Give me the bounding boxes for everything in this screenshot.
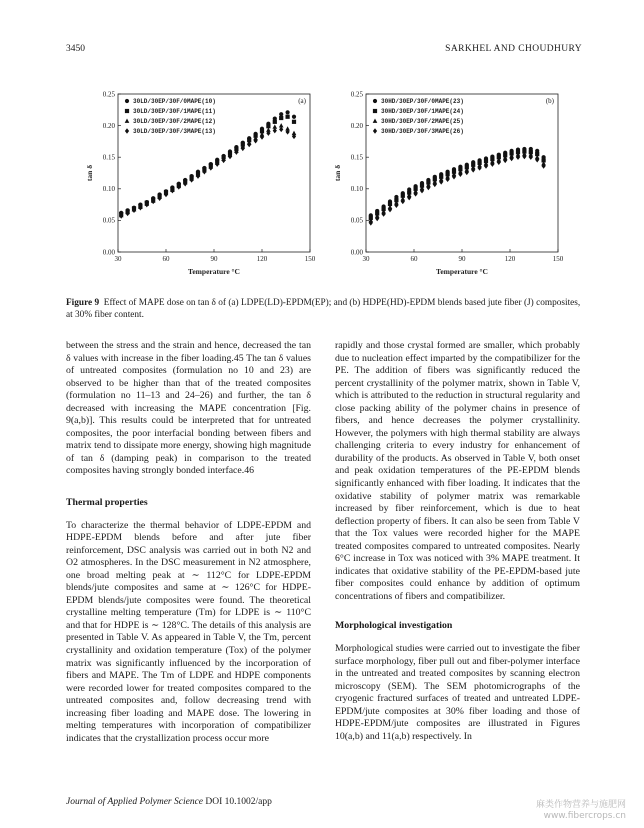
series-4 bbox=[369, 154, 546, 226]
paragraph: Morphological studies were carried out to investigate the fiber surface morphology, fiber pull out and fiber-polymer interface in the untreated and treated composites by scanning electron microscopy (SEM). The SEM photomicrographs of the cryogenic fractured surfaces of treated and untreated LDPE-EPDM/jute composites at 30% fiber loading and those of HDPE-EPDM/jute composites are illustrated in Figures 10(a,b) and 11(a,b) respectively. In bbox=[335, 643, 580, 742]
y-tick-label: 0.15 bbox=[102, 153, 115, 162]
panel-label: (a) bbox=[298, 97, 306, 105]
right-column bbox=[335, 340, 580, 743]
y-tick-label: 0.05 bbox=[350, 216, 363, 225]
y-tick-label: 0.25 bbox=[102, 90, 115, 99]
page-footer bbox=[66, 797, 272, 807]
data-point bbox=[286, 110, 290, 114]
doi: DOI 10.1002/app bbox=[205, 797, 272, 807]
watermark-line: www.fibercrops.cn bbox=[543, 811, 626, 821]
paragraph: rapidly and those crystal formed are smaller, which probably due to nucleation effect imparted by the compatibilizer for the PE. The addition of fibers was significantly reduced the percent crystallinity of the polymer matrix, shown in Table V, which is attributed to the reduction in structural regularity and close packing ability of the polymer chains in presence of fibers, and hence decreases the polymer crystallinity. However, the polymers with high thermal stability are always challenging criteria to every industry for enhancement of durability of the products. As observed in Table V, both onset and peak oxidation temperatures of the PE-EPDM blends significantly enhanced with fiber loading. It indicates that the oxidative stability of polymer matrix was remarkable increased by fiber reinforcement, which is due to heat deflection property of fibers. It can also be seen from Table V that the Tox values were recorded higher for the MAPE treated composites compared to untreated composites. Nearly 6°C increase in Tox was noticed with 3% MAPE treatment. It indicates that oxidative stability of the PE-EPDM-based jute fiber composites could enhance by addition of optimum concentrations of fibers and compatibilizer. bbox=[335, 340, 580, 602]
x-tick-label: 60 bbox=[162, 255, 170, 263]
y-tick-label: 0.15 bbox=[350, 153, 363, 162]
journal-name: Journal of Applied Polymer Science bbox=[66, 797, 204, 807]
y-tick-label: 0.10 bbox=[102, 185, 115, 194]
legend-entry: 30LD/30EP/30F/2MAPE(12) bbox=[133, 118, 216, 125]
y-tick-label: 0.05 bbox=[102, 216, 115, 225]
caption-label: Figure 9 bbox=[66, 298, 100, 308]
legend-entry: 30LD/30EP/30F/1MAPE(11) bbox=[133, 108, 216, 115]
data-point bbox=[279, 116, 283, 120]
data-point bbox=[273, 120, 277, 124]
legend-entry: 30LD/30EP/30F/0MAPE(10) bbox=[133, 98, 216, 105]
page-number: 3450 bbox=[66, 44, 85, 54]
chart-b-svg bbox=[330, 86, 582, 282]
data-point bbox=[292, 120, 296, 124]
data-point bbox=[279, 112, 283, 116]
y-tick-label: 0.00 bbox=[350, 248, 363, 257]
data-point bbox=[247, 142, 251, 147]
legend-marker bbox=[373, 118, 378, 122]
legend-entry: 30LD/30EP/30F/3MAPE(13) bbox=[133, 128, 216, 135]
paragraph: between the stress and the strain and hence, decreased the tan δ values with increase in the fiber loading.45 The tan δ values of untreated composites (formulation no 10 and 23) are observed to be higher than that of the treated composites (formulation no 11–13 and 24–26) and further, the tan δ decreased with increasing the MAPE concentration [Fig. 9(a,b)]. This results could be interpreted that for untreated composites, the poor interfacial bonding between fibers and matrix tend to dissipate more energy, showing high magnitude of tan δ (damping peak) in comparison to the treated composites having strongly bonded interface.46 bbox=[66, 340, 311, 477]
chart-a-svg bbox=[82, 86, 334, 282]
legend-marker bbox=[373, 99, 377, 103]
panel-label: (b) bbox=[545, 97, 554, 105]
x-tick-label: 150 bbox=[304, 255, 316, 263]
data-point bbox=[286, 115, 290, 119]
legend-marker bbox=[373, 128, 377, 133]
x-tick-label: 30 bbox=[114, 255, 122, 263]
y-tick-label: 0.25 bbox=[350, 90, 363, 99]
y-axis-label: tan δ bbox=[333, 164, 342, 182]
legend-marker bbox=[125, 99, 129, 103]
series-2 bbox=[369, 149, 546, 220]
legend-entry: 30HD/30EP/30F/0MAPE(23) bbox=[381, 98, 464, 105]
y-tick-label: 0.20 bbox=[350, 121, 363, 130]
caption-text: Effect of MAPE dose on tan δ of (a) LDPE(LD)-EPDM(EP); and (b) HDPE(HD)-EPDM blends based jute fiber (J) composites, at 30% fiber content. bbox=[66, 298, 581, 320]
y-tick-label: 0.00 bbox=[102, 248, 115, 257]
x-tick-label: 120 bbox=[256, 255, 268, 263]
section-heading-thermal: Thermal properties bbox=[66, 497, 148, 509]
figure-9a-chart bbox=[82, 86, 334, 282]
figure-9b-chart bbox=[330, 86, 582, 282]
x-tick-label: 150 bbox=[552, 255, 564, 263]
data-point bbox=[292, 115, 296, 119]
legend-entry: 30HD/30EP/30F/3MAPE(26) bbox=[381, 128, 464, 135]
legend-marker bbox=[125, 128, 129, 133]
x-tick-label: 90 bbox=[458, 255, 466, 263]
legend-entry: 30HD/30EP/30F/1MAPE(24) bbox=[381, 108, 464, 115]
figure-caption bbox=[66, 297, 581, 321]
series-3 bbox=[368, 152, 545, 223]
legend-marker bbox=[125, 118, 130, 122]
y-axis-label: tan δ bbox=[85, 164, 94, 182]
x-tick-label: 90 bbox=[210, 255, 218, 263]
legend-marker bbox=[125, 109, 129, 113]
x-axis-label: Temperature °C bbox=[436, 267, 488, 276]
paragraph: To characterize the thermal behavior of LDPE-EPDM and HDPE-EPDM blends before and after jute fiber reinforcement, DSC analysis was carried out in both N2 and O2 atmospheres. In the DSC measurement in N2 atmosphere, one broad melting peak at ∼ 112°C for LDPE-EPDM blends/jute composites and same at ∼ 126°C for HDPE-EPDM blends/jute composites were found. The theoretical crystalline melting temperature (Tm) for LDPE is ∼ 110°C and that for HDPE is ∼ 128°C. The details of this analysis are presented in Table V. As appeared in Table V, the Tm, percent crystallinity and oxidation temperature (Tox) of the polymer matrix was significantly influenced by the incorporation of fibers and MAPE. The Tm of LDPE and HDPE components were recorded lower for treated composites compared to the untreated composites and, follow decreasing trend with increasing fiber loading and MAPE dose. The lowering in melting temperatures with incorporation of compatibilizer indicates that the crystallization process occur more bbox=[66, 519, 311, 744]
watermark-line: 麻类作物营养与施肥网 bbox=[535, 800, 626, 810]
legend-marker bbox=[373, 109, 377, 113]
left-column bbox=[66, 340, 311, 745]
x-tick-label: 30 bbox=[362, 255, 370, 263]
watermark bbox=[536, 800, 626, 822]
legend-entry: 30HD/30EP/30F/2MAPE(25) bbox=[381, 118, 464, 125]
x-tick-label: 120 bbox=[504, 255, 516, 263]
x-axis-label: Temperature °C bbox=[188, 267, 240, 276]
y-tick-label: 0.10 bbox=[350, 185, 363, 194]
series-4 bbox=[119, 127, 296, 219]
running-header-authors: SARKHEL AND CHOUDHURY bbox=[445, 44, 582, 54]
section-heading-morphology: Morphological investigation bbox=[335, 620, 453, 632]
x-tick-label: 60 bbox=[410, 255, 418, 263]
y-tick-label: 0.20 bbox=[102, 121, 115, 130]
